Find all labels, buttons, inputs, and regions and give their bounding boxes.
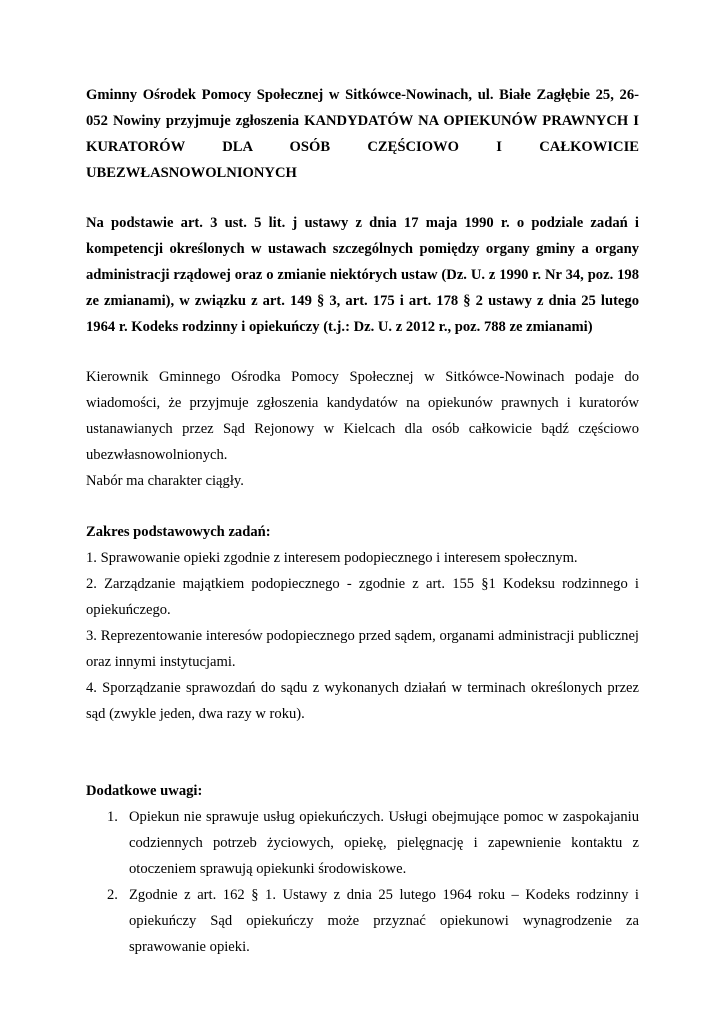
task-item: 3. Reprezentowanie interesów podopiecznego przed sądem, organami administracji publicznej oraz innymi instytucjami. xyxy=(86,628,639,670)
task-item: 2. Zarządzanie majątkiem podopiecznego - zgodnie z art. 155 §1 Kodeksu rodzinnego i opiekuńczego. xyxy=(86,576,639,618)
task-item: 1. Sprawowanie opieki zgodnie z interesem podopiecznego i interesem społecznym. xyxy=(86,550,578,566)
announcement-paragraph: Kierownik Gminnego Ośrodka Pomocy Społecznej w Sitkówce-Nowinach podaje do wiadomości, że przyjmuje zgłoszenia kandydatów na opiekunów prawnych i kuratorów ustanawianych przez Sąd Rejonowy w Kielcach dla osób całkowicie bądź częściowo ubezwłasnowolnionych. xyxy=(86,369,639,463)
document-content xyxy=(86,82,639,960)
remark-text: Opiekun nie sprawuje usług opiekuńczych. Usługi obejmujące pomoc w zaspokajaniu codziennych potrzeb życiowych, opiekę, pielęgnację i zapewnienie kontaktu z otoczeniem sprawują opiekunki środowiskowe. xyxy=(129,809,639,877)
remarks-list xyxy=(86,804,639,960)
heading-body: , ul. Białe Zagłębie 25, 26-052 Nowiny przyjmuje zgłoszenia KANDYDATÓW NA OPIEKUNÓW PRAWNYCH I KURATORÓW DLA OSÓB CZĘŚCIOWO I CAŁKOWICIE UBEZWŁASNOWOLNIONYCH xyxy=(86,87,640,181)
task-item: 4. Sporządzanie sprawozdań do sądu z wykonanych działań w terminach określonych przez sąd (zwykle jeden, dwa razy w roku). xyxy=(86,680,639,722)
remark-text: Zgodnie z art. 162 § 1. Ustawy z dnia 25 lutego 1964 roku – Kodeks rodzinny i opiekuńczy Sąd opiekuńczy może przyznać opiekunowi wynagrodzenie za sprawowanie opieki. xyxy=(129,887,639,955)
legal-basis: Na podstawie art. 3 ust. 5 lit. j ustawy z dnia 17 maja 1990 r. o podziale zadań i kompetencji określonych w ustawach szczególnych pomiędzy organy gminy a organy administracji rządowej oraz o zmianie niektórych ustaw (Dz. U. z 1990 r. Nr 34, poz. 198 ze zmianami), w związku z art. 149 § 3, art. 175 i art. 178 § 2 ustawy z dnia 25 lutego 1964 r. Kodeks rodzinny i opiekuńczy (t.j.: Dz. U. z 2012 r., poz. 788 ze zmianami) xyxy=(86,215,639,335)
heading-organization: Gminny Ośrodek Pomocy Społecznej w Sitkówce-Nowinach xyxy=(86,87,469,103)
remark-item xyxy=(86,882,639,960)
tasks-title: Zakres podstawowych zadań: xyxy=(86,524,271,540)
remark-item xyxy=(86,804,639,882)
recruitment-note: Nabór ma charakter ciągły. xyxy=(86,473,244,489)
remark-number: 2. xyxy=(107,887,118,903)
document-heading xyxy=(86,82,639,186)
remark-number: 1. xyxy=(107,809,118,825)
remarks-title: Dodatkowe uwagi: xyxy=(86,783,203,799)
